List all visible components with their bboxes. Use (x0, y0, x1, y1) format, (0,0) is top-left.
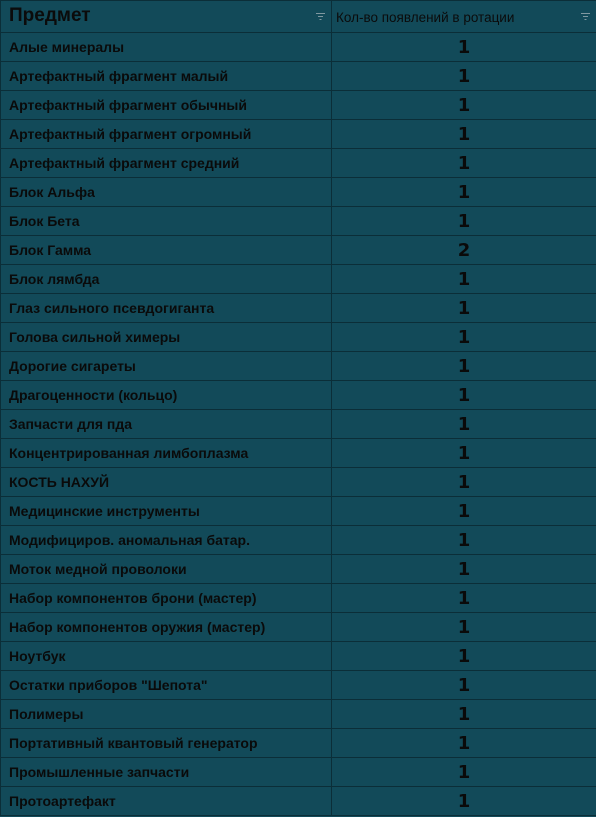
item-name-cell[interactable]: Голова сильной химеры (1, 323, 332, 352)
item-name-cell[interactable]: Блок лямбда (1, 265, 332, 294)
table-row (1, 758, 596, 787)
table-row (1, 410, 596, 439)
item-name-cell[interactable]: Артефактный фрагмент огромный (1, 120, 332, 149)
item-name-cell[interactable]: Драгоценности (кольцо) (1, 381, 332, 410)
rotation-count-cell[interactable]: 1 (332, 729, 596, 758)
item-name-cell[interactable]: Протоартефакт (1, 787, 332, 816)
item-name-cell[interactable]: Набор компонентов оружия (мастер) (1, 613, 332, 642)
rotation-count-cell[interactable]: 1 (332, 265, 596, 294)
item-name-cell[interactable]: Модифициров. аномальная батар. (1, 526, 332, 555)
rotation-count-cell[interactable]: 1 (332, 497, 596, 526)
table-row (1, 497, 596, 526)
table-row (1, 33, 596, 62)
item-name-cell[interactable]: Промышленные запчасти (1, 758, 332, 787)
item-name-cell[interactable]: Полимеры (1, 700, 332, 729)
rotation-count-cell[interactable]: 1 (332, 91, 596, 120)
table-row (1, 526, 596, 555)
item-name-cell[interactable]: Блок Гамма (1, 236, 332, 265)
item-name-cell[interactable]: Блок Бета (1, 207, 332, 236)
table-row (1, 381, 596, 410)
rotation-count-cell[interactable]: 1 (332, 178, 596, 207)
header-cell-item[interactable] (1, 1, 332, 33)
table-row (1, 700, 596, 729)
item-name-cell[interactable]: Блок Альфа (1, 178, 332, 207)
item-name-cell[interactable]: Моток медной проволоки (1, 555, 332, 584)
header-cell-count[interactable] (332, 1, 596, 33)
item-name-cell[interactable]: Медицинские инструменты (1, 497, 332, 526)
rotation-count-cell[interactable]: 1 (332, 149, 596, 178)
rotation-count-cell[interactable]: 1 (332, 120, 596, 149)
item-name-cell[interactable]: Алые минералы (1, 33, 332, 62)
header-row (1, 1, 596, 33)
table-row (1, 352, 596, 381)
rotation-count-cell[interactable]: 2 (332, 236, 596, 265)
rotation-count-cell[interactable]: 1 (332, 207, 596, 236)
header-count-label: Кол-во появлений в ротации (336, 10, 515, 25)
table-row (1, 555, 596, 584)
table-row (1, 265, 596, 294)
item-name-cell[interactable]: Набор компонентов брони (мастер) (1, 584, 332, 613)
filter-funnel-icon[interactable] (316, 13, 325, 20)
item-name-cell[interactable]: Дорогие сигареты (1, 352, 332, 381)
table-row (1, 120, 596, 149)
item-name-cell[interactable]: Портативный квантовый генератор (1, 729, 332, 758)
item-name-cell[interactable]: КОСТЬ НАХУЙ (1, 468, 332, 497)
rotation-count-cell[interactable]: 1 (332, 642, 596, 671)
rotation-count-cell[interactable]: 1 (332, 700, 596, 729)
table-row (1, 642, 596, 671)
table-row (1, 323, 596, 352)
rotation-count-cell[interactable]: 1 (332, 613, 596, 642)
rotation-count-cell[interactable]: 1 (332, 62, 596, 91)
rotation-count-cell[interactable]: 1 (332, 787, 596, 816)
table-row (1, 787, 596, 816)
filter-funnel-icon[interactable] (581, 13, 590, 20)
item-name-cell[interactable]: Глаз сильного псевдогиганта (1, 294, 332, 323)
rotation-count-cell[interactable]: 1 (332, 33, 596, 62)
table-row (1, 62, 596, 91)
table-row (1, 149, 596, 178)
item-name-cell[interactable]: Артефактный фрагмент обычный (1, 91, 332, 120)
table-row (1, 91, 596, 120)
item-name-cell[interactable]: Ноутбук (1, 642, 332, 671)
rotation-count-cell[interactable]: 1 (332, 294, 596, 323)
table-row (1, 729, 596, 758)
table-body (1, 33, 596, 816)
rotation-count-cell[interactable]: 1 (332, 352, 596, 381)
item-name-cell[interactable]: Артефактный фрагмент средний (1, 149, 332, 178)
item-name-cell[interactable]: Артефактный фрагмент малый (1, 62, 332, 91)
rotation-count-cell[interactable]: 1 (332, 758, 596, 787)
rotation-count-cell[interactable]: 1 (332, 555, 596, 584)
rotation-count-cell[interactable]: 1 (332, 468, 596, 497)
table-row (1, 294, 596, 323)
item-name-cell[interactable]: Остатки приборов "Шепота" (1, 671, 332, 700)
header-item-label: Предмет (9, 5, 91, 26)
table-row (1, 584, 596, 613)
item-name-cell[interactable]: Запчасти для пда (1, 410, 332, 439)
table-row (1, 439, 596, 468)
table-row (1, 613, 596, 642)
table-row (1, 236, 596, 265)
rotation-count-cell[interactable]: 1 (332, 671, 596, 700)
rotation-count-cell[interactable]: 1 (332, 381, 596, 410)
table-row (1, 207, 596, 236)
item-name-cell[interactable]: Концентрированная лимбоплазма (1, 439, 332, 468)
rotation-count-cell[interactable]: 1 (332, 526, 596, 555)
table-row (1, 671, 596, 700)
rotation-count-cell[interactable]: 1 (332, 323, 596, 352)
rotation-count-cell[interactable]: 1 (332, 584, 596, 613)
table-row (1, 468, 596, 497)
rotation-count-cell[interactable]: 1 (332, 439, 596, 468)
table-row (1, 178, 596, 207)
rotation-count-cell[interactable]: 1 (332, 410, 596, 439)
